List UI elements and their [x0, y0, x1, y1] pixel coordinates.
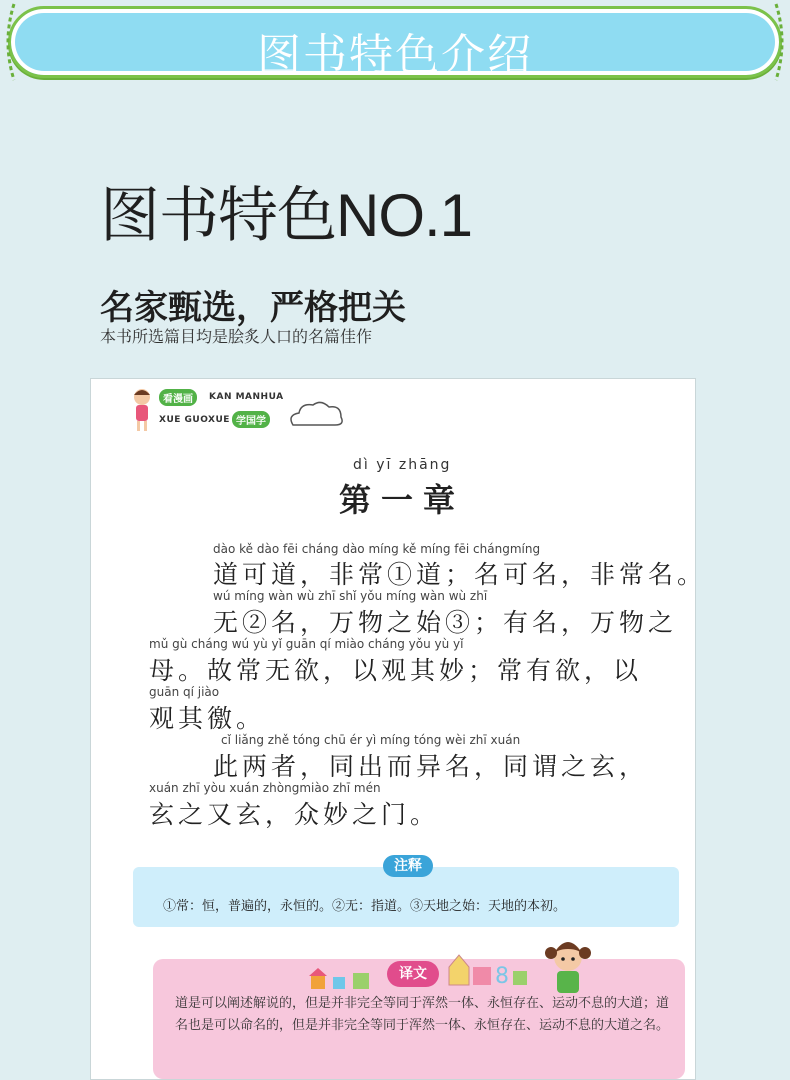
title-banner [8, 6, 782, 81]
logo-cn-top: 看漫画 [159, 389, 197, 406]
pinyin-line-1: dào kě dào fēi cháng dào míng kě míng fēi chángmíng [213, 542, 541, 556]
logo-cn-bottom: 学国学 [232, 411, 270, 428]
house-decoration-icon [307, 967, 387, 991]
leaf-border-left-icon [0, 0, 30, 84]
pinyin-line-2: wú míng wàn wù zhī shǐ yǒu míng wàn wù zhī [213, 589, 488, 603]
text-line-1: 道可道，非常①道；名可名，非常名。 [213, 560, 707, 589]
pinyin-line-5: cǐ liǎng zhě tóng chū ér yì míng tóng wèi zhī xuán [221, 733, 521, 747]
translation-tag: 译文 [387, 961, 439, 987]
svg-text:8: 8 [495, 964, 509, 987]
leaf-border-right-icon [760, 0, 790, 84]
feature-heading: 名家甄选，严格把关 [100, 288, 406, 328]
book-page-preview [90, 378, 707, 1080]
text-line-4: 观其徼。 [149, 704, 266, 733]
cloud-icon [287, 401, 347, 431]
text-line-3: 母。故常无欲，以观其妙；常有欲，以 [149, 656, 643, 685]
translation-text: 道是可以阐述解说的，但是并非完全等同于浑然一体、永恒存在、运动不息的大道；道名也是可以命名的，但是并非完全等同于浑然一体、永恒存在、运动不息的大道之名。 [175, 996, 670, 1033]
blocks-decoration-icon [443, 951, 533, 987]
feature-subheading: 本书所选篇目均是脍炙人口的名篇佳作 [100, 327, 373, 346]
text-line-2: 无②名，万物之始③；有名，万物之 [213, 608, 678, 637]
cartoon-girl-reading-icon [543, 935, 593, 995]
text-line-5: 此两者，同出而异名，同谓之玄， [213, 752, 649, 781]
notes-tag: 注释 [383, 855, 433, 877]
chapter-title: 第一章 [339, 481, 466, 519]
series-logo [129, 387, 349, 435]
notes-text: ①常：恒，普遍的，永恒的。②无：指道。③天地之始：天地的本初。 [163, 899, 567, 914]
banner-title: 图书特色介绍 [257, 30, 533, 81]
text-line-6: 玄之又玄，众妙之门。 [149, 800, 440, 829]
cartoon-girl-icon [129, 387, 155, 433]
pinyin-line-3: mǔ gù cháng wú yù yǐ guān qí miào cháng yǒu yù yǐ [149, 637, 464, 651]
feature-number: 图书特色NO.1 [100, 182, 473, 249]
pinyin-line-6: xuán zhī yòu xuán zhòngmiào zhī mén [149, 781, 381, 795]
pinyin-line-4: guān qí jiào [149, 685, 220, 699]
logo-en-bottom: XUE GUOXUE [159, 415, 230, 425]
chapter-pinyin: dì yī zhāng [353, 457, 452, 473]
logo-en-top: KAN MANHUA [209, 392, 284, 402]
